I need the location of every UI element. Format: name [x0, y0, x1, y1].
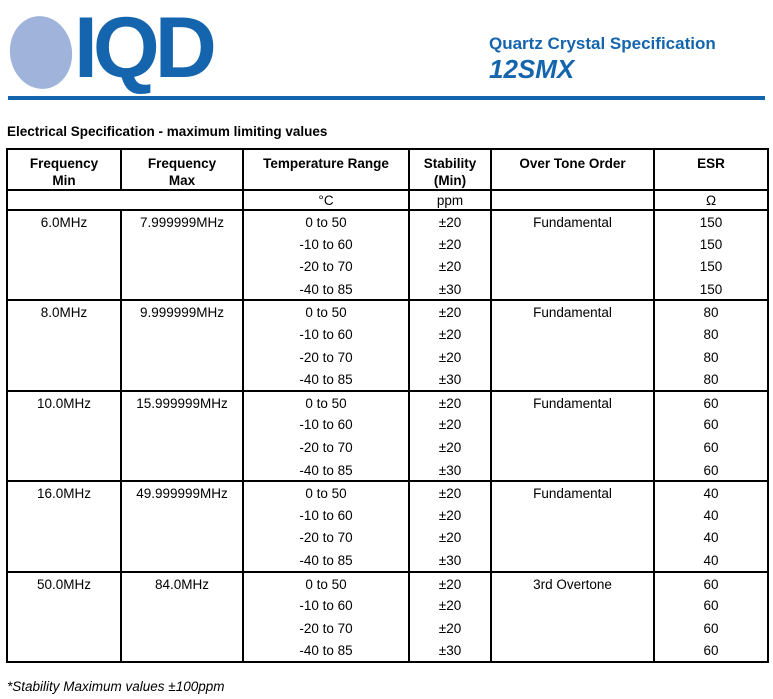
temp-range-cell: -20 to 70	[243, 526, 409, 549]
temp-range-cell: 0 to 50	[243, 572, 409, 595]
esr-cell: 60	[654, 639, 768, 662]
freq-min-cell: 6.0MHz	[7, 210, 121, 300]
col-header-stability	[409, 149, 491, 190]
spec-table-body	[7, 210, 768, 662]
stability-cell: ±30	[409, 549, 491, 572]
overtone-cell: Fundamental	[491, 210, 654, 300]
esr-cell: 40	[654, 481, 768, 504]
spec-row	[7, 572, 768, 595]
temp-range-cell: -10 to 60	[243, 233, 409, 256]
col-header-line: Frequency	[147, 156, 217, 171]
col-header-frequency-min	[7, 149, 121, 190]
esr-cell: 150	[654, 233, 768, 256]
overtone-cell: Fundamental	[491, 481, 654, 571]
spec-row	[7, 391, 768, 414]
temp-range-cell: -40 to 85	[243, 368, 409, 391]
stability-cell: ±20	[409, 504, 491, 527]
spec-row	[7, 210, 768, 233]
stability-cell: ±20	[409, 391, 491, 414]
overtone-cell: Fundamental	[491, 300, 654, 390]
esr-cell: 40	[654, 549, 768, 572]
stability-cell: ±30	[409, 278, 491, 301]
stability-cell: ±20	[409, 210, 491, 233]
spec-row	[7, 481, 768, 504]
document-type-title: Quartz Crystal Specification	[489, 34, 716, 53]
iqd-logo-text: IQD	[74, 0, 212, 96]
esr-cell: 80	[654, 368, 768, 391]
temp-range-cell: 0 to 50	[243, 391, 409, 414]
temp-range-cell: -40 to 85	[243, 549, 409, 572]
esr-cell: 60	[654, 413, 768, 436]
stability-cell: ±20	[409, 436, 491, 459]
temp-range-cell: -10 to 60	[243, 504, 409, 527]
freq-max-cell: 7.999999MHz	[121, 210, 243, 300]
units-frequency-cell	[7, 190, 243, 210]
esr-cell: 60	[654, 617, 768, 640]
esr-cell: 60	[654, 594, 768, 617]
esr-cell: 80	[654, 323, 768, 346]
freq-min-cell: 16.0MHz	[7, 481, 121, 571]
esr-cell: 60	[654, 436, 768, 459]
stability-cell: ±20	[409, 572, 491, 595]
stability-cell: ±30	[409, 639, 491, 662]
overtone-cell: Fundamental	[491, 391, 654, 481]
col-header-line: Over Tone Order	[519, 156, 626, 171]
units-overtone-cell	[491, 190, 654, 210]
model-number: 12SMX	[489, 54, 575, 84]
temp-range-cell: 0 to 50	[243, 481, 409, 504]
temp-range-cell: -20 to 70	[243, 255, 409, 278]
esr-cell: 60	[654, 459, 768, 482]
temp-range-cell: -20 to 70	[243, 346, 409, 369]
stability-cell: ±30	[409, 459, 491, 482]
freq-min-cell: 8.0MHz	[7, 300, 121, 390]
spec-table-head	[7, 149, 768, 210]
col-header-temperature-range	[243, 149, 409, 190]
col-header-line: Temperature Range	[263, 156, 389, 171]
col-header-esr	[654, 149, 768, 190]
temp-range-cell: -40 to 85	[243, 278, 409, 301]
header-divider	[8, 96, 765, 100]
col-header-frequency-max	[121, 149, 243, 190]
col-header-line: Min	[52, 173, 76, 188]
stability-cell: ±20	[409, 594, 491, 617]
table-header-row	[7, 149, 768, 190]
stability-cell: ±20	[409, 413, 491, 436]
temp-range-cell: 0 to 50	[243, 300, 409, 323]
section-title: Electrical Specification - maximum limiting values	[7, 124, 328, 139]
esr-cell: 60	[654, 391, 768, 414]
col-header-line: (Min)	[433, 173, 467, 188]
freq-max-cell: 84.0MHz	[121, 572, 243, 662]
units-temperature-cell: °C	[243, 190, 409, 210]
temp-range-cell: -20 to 70	[243, 617, 409, 640]
freq-min-cell: 10.0MHz	[7, 391, 121, 481]
esr-cell: 40	[654, 504, 768, 527]
stability-cell: ±20	[409, 323, 491, 346]
stability-footnote: *Stability Maximum values ±100ppm	[7, 679, 225, 694]
spec-table	[6, 148, 769, 663]
esr-cell: 40	[654, 526, 768, 549]
col-header-line: Stability	[423, 156, 477, 171]
col-header-line: ESR	[697, 156, 725, 171]
units-stability-cell: ppm	[409, 190, 491, 210]
freq-min-cell: 50.0MHz	[7, 572, 121, 662]
col-header-line: Frequency	[29, 156, 99, 171]
temp-range-cell: -10 to 60	[243, 594, 409, 617]
stability-cell: ±20	[409, 346, 491, 369]
temp-range-cell: -10 to 60	[243, 413, 409, 436]
stability-cell: ±20	[409, 233, 491, 256]
esr-cell: 60	[654, 572, 768, 595]
esr-cell: 80	[654, 346, 768, 369]
temp-range-cell: -10 to 60	[243, 323, 409, 346]
spec-row	[7, 300, 768, 323]
temp-range-cell: 0 to 50	[243, 210, 409, 233]
stability-cell: ±20	[409, 617, 491, 640]
units-esr-cell: Ω	[654, 190, 768, 210]
freq-max-cell: 49.999999MHz	[121, 481, 243, 571]
iqd-logo-ellipse-icon	[5, 12, 77, 93]
stability-cell: ±30	[409, 368, 491, 391]
units-row	[7, 190, 768, 210]
esr-cell: 150	[654, 210, 768, 233]
stability-cell: ±20	[409, 255, 491, 278]
overtone-cell: 3rd Overtone	[491, 572, 654, 662]
stability-cell: ±20	[409, 526, 491, 549]
col-header-line: Max	[168, 173, 196, 188]
temp-range-cell: -20 to 70	[243, 436, 409, 459]
temp-range-cell: -40 to 85	[243, 639, 409, 662]
stability-cell: ±20	[409, 300, 491, 323]
esr-cell: 80	[654, 300, 768, 323]
esr-cell: 150	[654, 278, 768, 301]
freq-max-cell: 9.999999MHz	[121, 300, 243, 390]
esr-cell: 150	[654, 255, 768, 278]
stability-cell: ±20	[409, 481, 491, 504]
temp-range-cell: -40 to 85	[243, 459, 409, 482]
col-header-overtone-order	[491, 149, 654, 190]
freq-max-cell: 15.999999MHz	[121, 391, 243, 481]
